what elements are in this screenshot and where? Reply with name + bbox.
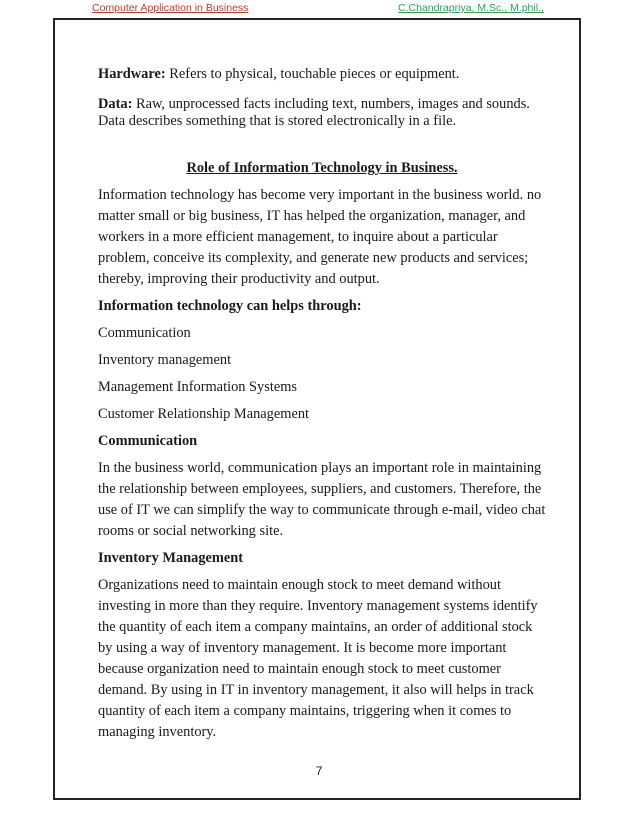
section-title-text: Role of Information Technology in Business.: [186, 160, 458, 176]
inventory-paragraph: Organizations need to maintain enough stock to meet demand without investing in more than they require. Inventory management systems identify the quantity of each item a company maintains, an order of additional stock by using a way of inventory management. It is become more important because organization need to maintain enough stock to meet customer demand. By using in IT in inventory management, it also will helps in track quantity of each item a company maintains, triggering when it comes to managing inventory.: [98, 577, 538, 740]
section-title: [98, 158, 546, 179]
header-course-title: Computer Application in Business: [92, 2, 249, 14]
intro-paragraph: Information technology has become very important in the business world. no matter small or big business, IT has helped the organization, manager, and workers in a more efficient management, to inquire about a particular problem, conceive its complexity, and generate new products and services; thereby, improving their productivity and output.: [98, 187, 542, 287]
document-body: [98, 66, 546, 743]
communication-paragraph: In the business world, communication plays an important role in maintaining the relationship between employees, suppliers, and customers. Therefore, the use of IT we can simplify the way to communicate through e-mail, video chat rooms or social networking site.: [98, 460, 546, 539]
helps-heading: Information technology can helps through:: [98, 298, 362, 314]
list-item: Communication: [98, 325, 191, 341]
data-text: Raw, unprocessed facts including text, numbers, images and sounds. Data describes something that is stored electronically in a file.: [98, 96, 530, 129]
data-term: Data:: [98, 96, 133, 112]
inventory-heading: Inventory Management: [98, 550, 244, 566]
list-item: Management Information Systems: [98, 379, 298, 395]
hardware-text: Refers to physical, touchable pieces or equipment.: [165, 66, 460, 82]
hardware-term: Hardware:: [98, 66, 166, 82]
data-definition: [98, 96, 546, 130]
list-item: Customer Relationship Management: [98, 406, 310, 422]
hardware-definition: [98, 66, 546, 83]
page-header: [0, 0, 638, 18]
header-author: C.Chandrapriya, M.Sc., M.phil.,: [398, 2, 544, 14]
communication-heading: Communication: [98, 433, 198, 449]
page-number: 7: [315, 764, 323, 778]
list-item: Inventory management: [98, 352, 232, 368]
